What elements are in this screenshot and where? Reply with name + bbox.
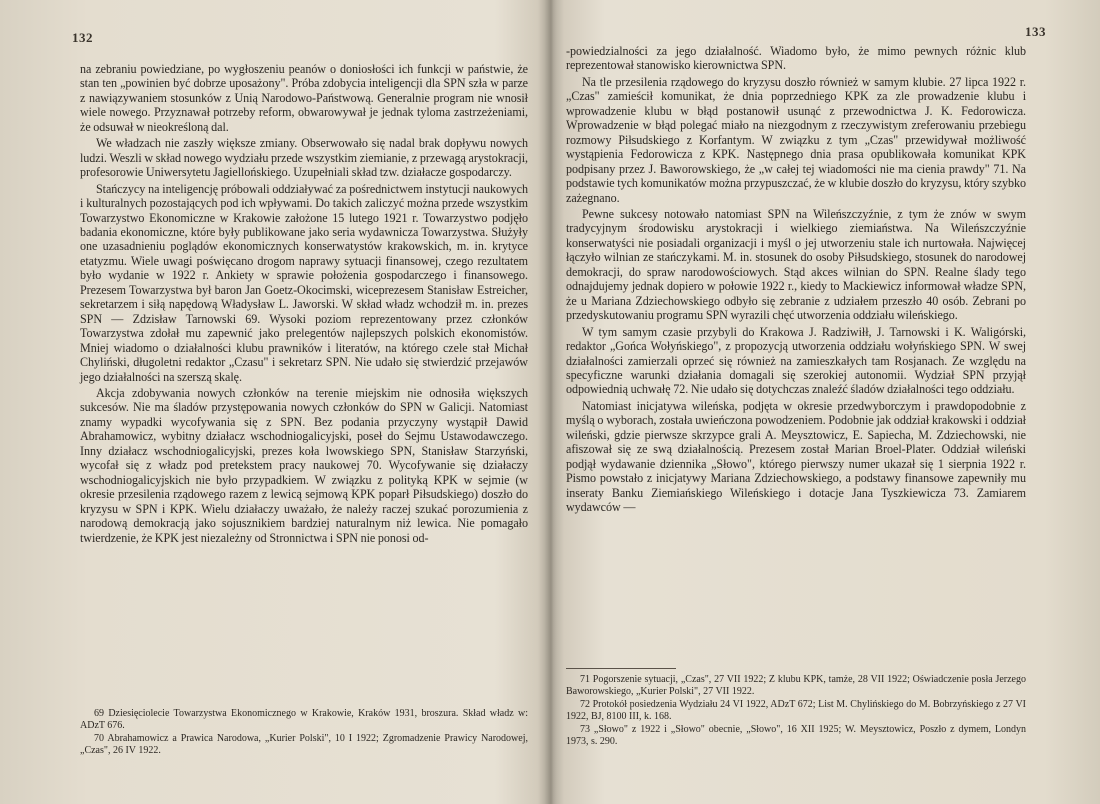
footnote: 72 Protokół posiedzenia Wydziału 24 VI 1922, ADzT 672; List M. Chylińskiego do M. Bobrzyńskiego z 27 VI 1922, BJ, 8100 III, k. 168. xyxy=(566,698,1026,723)
footnotes xyxy=(80,708,528,758)
paragraph: Stańczycy na inteligencję próbowali oddziaływać za pośrednictwem instytucji naukowych i kulturalnych pozostających pod ich wpływami. Do takich zaliczyć można przede wszystkim Towarzystwo Ekonomiczne w Krakowie założone 15 lutego 1921 r. Towarzystwo podjęło badania ekonomiczne, które były publikowane jako seria wydawnicza Towarzystwa. Służyły one uzasadnieniu poglądów ekonomicznych konserwatystów krakowskich, m. in. krytyce etatyzmu. Wiele uwagi poświęcano drogom naprawy sytuacji finansowej, czego rezultatem było wydanie w 1922 r. Ankiety w sprawie położenia gospodarczego i finansowego. Prezesem Towarzystwa był baron Jan Goetz-Okocimski, wiceprezesem Stanisław Estreicher, sekretarzem i siłą napędową Władysław L. Jaworski. W skład władz wchodził m. in. prezes SPN — Zdzisław Tarnowski 69. Wysoki poziom reprezentowany przez członków Towarzystwa zdołał mu zapewnić jako prelegentów najlepszych polskich ekonomistów. Mniej wiadomo o działalności klubu prawników i literatów, na którego czele stał Michał Chyliński, długoletni redaktor „Czasu" i sekretarz SPN. Nie udało się stwierdzić przejawów jego działalności na szerszą skalę. xyxy=(80,181,528,384)
footnote: 71 Pogorszenie sytuacji, „Czas", 27 VII 1922; Z klubu KPK, tamże, 28 VII 1922; Oświadczenie posła Jerzego Baworowskiego, „Kurier Polski", 27 VII 1922. xyxy=(566,674,1026,698)
paragraph: Pewne sukcesy notowało natomiast SPN na Wileńszczyźnie, z tym że znów w swym tradycyjnym środowisku arystokracji i wielkiego ziemiaństwa. Na Wileńszczyźnie konserwatyści nie posiadali organizacji i myśl o jej utworzeniu stale ich nurtowała. Najwięcej łączyło wilnian ze stańczykami. M. in. stosunek do osoby Piłsudskiego, stosunek do narodowej demokracji, do spraw narodowościowych. Stąd akces wilnian do SPN. Realne ślady tego odnajdujemy jednak dopiero w połowie 1922 r., kiedy to Mackiewicz informował władze SPN, że u Mariana Zdziechowskiego odbyło się zebranie z udziałem przeszło 40 osób. Zebrani po przedyskutowaniu programu SPN wyrazili chęć utworzenia oddziału wileńskiego. xyxy=(566,206,1026,323)
paragraph: Akcja zdobywania nowych członków na terenie miejskim nie odnosiła większych sukcesów. Nie ma śladów przystępowania nowych członków do SPN w Galicji. Natomiast znamy wypadki wycofywania się z SPN. Bez podania przyczyny wystąpił Dawid Abrahamowicz, wybitny działacz wschodniogalicyjski, poseł do Sejmu Ustawodawczego. Inny działacz wschodniogalicyjski, prezes koła lwowskiego SPN, Stanisław Starzyński, wycofał się z władz pod pretekstem pracy naukowej 70. Wycofywanie się działaczy wschodniogalicyjskich nie było przypadkiem. W związku z polityką KPK w sejmie (w okresie przesilenia rządowego razem z lewicą sejmową KPK poparł Piłsudskiego) doszło do kryzysu w SPN i KPK. Wielu działaczy uważało, że należy raczej szukać porozumienia z narodową demokracją jako sojusznikiem bardziej naturalnym niż lewica. Nie pomagało twierdzenie, że KPK jest niezależny od Stronnictwa i SPN nie ponosi od- xyxy=(80,385,528,545)
page-number: 132 xyxy=(72,30,93,45)
body-text xyxy=(80,62,528,545)
body-text xyxy=(566,44,1026,515)
page-number: 133 xyxy=(1025,24,1046,39)
paragraph: na zebraniu powiedziane, po wygłoszeniu peanów o doniosłości ich funkcji w państwie, że stan ten „powinien być dobrze uposażony". Próba zdobycia inteligencji dla SPN szła w parze z nawiązywaniem stosunków z Unią Narodowo-Państwową. Generalnie program nie wnosił wiele nowego. Przyznawał potrzeby reform, obwarowywał je jednak tyloma zastrzeżeniami, że odsuwał w nieokreśloną dal. xyxy=(80,62,528,134)
footnote: 73 „Słowo" z 1922 i „Słowo" obecnie, „Słowo", 16 XII 1925; W. Meysztowicz, Poszło z dymem, Londyn 1973, s. 290. xyxy=(566,723,1026,748)
footnote-rule xyxy=(566,668,676,669)
footnote: 70 Abrahamowicz a Prawica Narodowa, „Kurier Polski", 10 I 1922; Zgromadzenie Prawicy Narodowej, „Czas", 26 IV 1922. xyxy=(80,732,528,757)
left-page xyxy=(0,0,548,804)
paragraph: W tym samym czasie przybyli do Krakowa J. Radziwiłł, J. Tarnowski i K. Waligórski, redaktor „Gońca Wołyńskiego", z propozycją utworzenia oddziału wołyńskiego SPN. W swej działalności zamierzali oprzeć się również na zamieszkałych tam Rosjanach. Ze względu na specyficzne warunki działania domagali się szerokiej autonomii. Wydział SPN przyjął odpowiednią uchwałę 72. Nie udało się dotychczas znaleźć śladów działalności tego oddziału. xyxy=(566,324,1026,397)
paragraph: Natomiast inicjatywa wileńska, podjęta w okresie przedwyborczym i prawdopodobnie z myślą o wyborach, została uwieńczona powodzeniem. Podobnie jak oddział krakowski i oddział wileński, gdzie pierwsze skrzypce grali A. Meysztowicz, E. Sapiecha, M. Zdziechowski, nie afiszował się ze swą działalnością. Prezesem został Marian Broel-Plater. Oddział wileński podjął wydawanie dziennika „Słowo", którego pierwszy numer ukazał się 1 sierpnia 1922 r. Pismo powstało z inicjatywy Mariana Zdziechowskiego, a podstawy finansowe zapewniły mu inseraty Banku Ziemiańskiego Wileńskiego i dotacje Jana Tyszkiewicza 73. Zamiarem wydawców — xyxy=(566,398,1026,515)
footnote: 69 Dziesięciolecie Towarzystwa Ekonomicznego w Krakowie, Kraków 1931, broszura. Skład władz w: ADzT 676. xyxy=(80,708,528,732)
paragraph: We władzach nie zaszły większe zmiany. Obserwowało się nadal brak dopływu nowych ludzi. Weszli w skład nowego wydziału przede wszystkim ziemianie, z przewagą arystokracji, profesorowie Uniwersytetu Jagiellońskiego. Uzupełniali skład tzw. działacze gospodarczy. xyxy=(80,136,528,180)
right-page xyxy=(552,0,1100,804)
book-gutter xyxy=(538,0,564,804)
paragraph: -powiedzialności za jego działalność. Wiadomo było, że mimo pewnych różnic klub reprezentował stanowisko kierownictwa SPN. xyxy=(566,44,1026,73)
paragraph: Na tle przesilenia rządowego do kryzysu doszło również w samym klubie. 27 lipca 1922 r. „Czas" zamieścił komunikat, że dnia poprzedniego KPK za zle prowadzenie klubu i wprowadzenie klubu w błąd postanowił usunąć z przewodnictwa J. K. Fedorowicza. Wprowadzenie w błąd polegać miało na niezgodnym z rzeczywistym zreferowaniu przebiegu rozmowy Piłsudskiego z Korfantym. W związku z tym „Czas" przewidywał możliwość wystąpienia Fedorowicza z KPK. Następnego dnia prasa opublikowała komunikat KPK podpisany przez J. Baworowskiego, że „w całej tej wiadomości nie ma cienia prawdy" 71. Na podstawie tych komunikatów można przypuszczać, że w klubie doszło do kryzysu, który szybko zażegnano. xyxy=(566,74,1026,205)
footnotes xyxy=(566,668,1026,748)
